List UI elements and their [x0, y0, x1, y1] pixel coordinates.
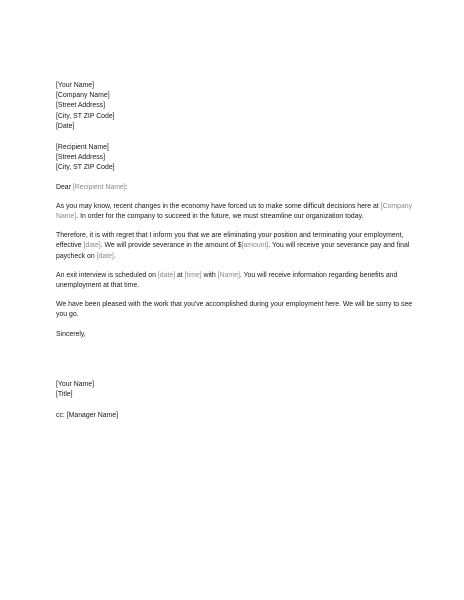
paragraph-farewell	[56, 300, 414, 320]
paragraph-termination	[56, 231, 414, 262]
closing: Sincerely,	[56, 330, 86, 338]
paragraph-economy	[56, 202, 414, 222]
company-name-placeholder: [Company Name]	[56, 202, 413, 221]
effective-date-placeholder: [date]	[83, 242, 101, 250]
paragraph-text: . We will provide severance in the amount of $	[100, 242, 242, 250]
paragraph-text: Therefore, it is with regret that I inform you that we are eliminating your position and terminating your employment, effective	[56, 232, 404, 250]
sender-name: [Your Name]	[56, 82, 95, 89]
sender-street: [Street Address]	[56, 102, 106, 110]
recipient-address-block	[56, 143, 414, 174]
salutation	[56, 183, 414, 193]
signature-block	[56, 380, 414, 400]
interview-time-placeholder: [time]	[184, 271, 202, 279]
paragraph-text: . In order for the company to succeed in the future, we must streamline our organization today.	[76, 213, 364, 221]
amount-placeholder: [amount]	[241, 242, 269, 250]
sender-city: [City, ST ZIP Code]	[56, 112, 115, 120]
paragraph-text: with	[201, 271, 218, 279]
salutation-prefix: Dear	[56, 183, 73, 191]
interview-date-placeholder: [date]	[157, 271, 176, 279]
recipient-city: [City, ST ZIP Code]	[56, 164, 115, 172]
salutation-suffix: :	[125, 183, 128, 191]
salutation-recipient-placeholder: [Recipient Name]	[72, 183, 126, 191]
paragraph-text: We have been pleased with the work that you've accomplished during your employment here. We will be sorry to see you go.	[56, 301, 413, 319]
paragraph-text: . You will receive your severance pay and final paycheck on	[56, 242, 410, 260]
paragraph-text: An exit interview is scheduled on	[56, 271, 158, 279]
letter-date: [Date]	[56, 122, 75, 130]
paragraph-text: .	[113, 252, 116, 260]
interviewer-name-placeholder: [Name]	[217, 271, 240, 279]
paragraph-text: . You will receive information regarding benefits and unemployment at that time.	[56, 271, 398, 290]
paycheck-date-placeholder: [date]	[96, 252, 114, 260]
paragraph-text: As you may know, recent changes in the economy have forced us to make some difficult decisions here at	[56, 202, 381, 210]
signature-name: [Your Name]	[56, 380, 95, 388]
paragraph-exit-interview	[56, 271, 414, 291]
cc-line: cc: [Manager Name]	[56, 412, 119, 420]
recipient-street: [Street Address]	[56, 154, 106, 162]
recipient-name: [Recipient Name]	[56, 144, 109, 152]
sender-company: [Company Name]	[56, 92, 110, 100]
sender-address-block	[56, 81, 414, 132]
signature-title: [Title]	[56, 391, 73, 399]
paragraph-text: at	[175, 271, 185, 279]
